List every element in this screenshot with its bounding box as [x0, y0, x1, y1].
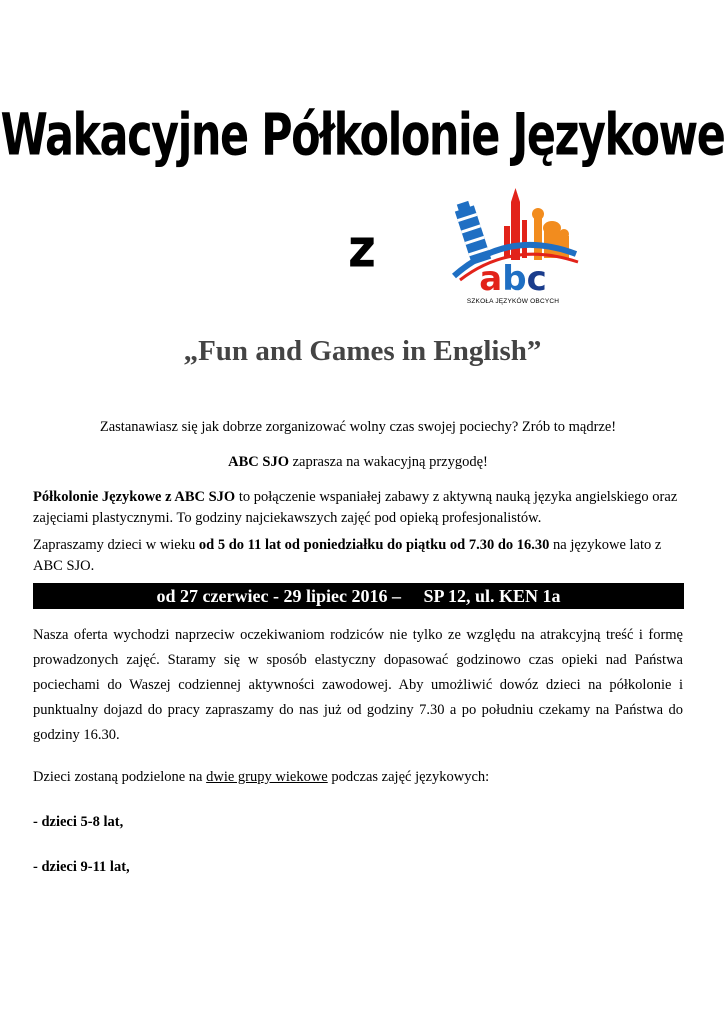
groups-text-2: podczas zajęć językowych:: [327, 769, 490, 785]
age-paragraph: [33, 535, 683, 577]
groups-underlined: dwie grupy wiekowe: [206, 769, 328, 785]
offer-paragraph: Nasza oferta wychodzi naprzeciw oczekiwaniom rodziców nie tylko ze względu na atrakcyjną treść i formę prowadzonych zajęć. Staramy się w sposób elastyczny dopasować godzinowo czas opieki nad Państwa pociechami do Waszej codziennej aktywności zawodowej. Aby umożliwić dowóz dzieci na półkolonie i punktualny dojazd do pracy zapraszamy do nas już od godziny 7.30 a po południu czekamy na Państwa do godziny 16.30.: [33, 627, 683, 743]
page-title: Wakacyjne Półkolonie Językowe: [0, 102, 725, 170]
groups-paragraph: [33, 767, 683, 788]
age-bold: od 5 do 11 lat od poniedziałku do piątku od 7.30 do 16.30: [198, 537, 550, 553]
date-location-banner: od 27 czerwiec - 29 lipiec 2016 – SP 12, ul. KEN 1a: [33, 583, 684, 609]
age-text-1: Zapraszamy dzieci w wieku: [33, 537, 199, 553]
group-1-item: [33, 812, 683, 833]
groups-text-1: Dzieci zostaną podzielone na: [33, 769, 207, 785]
invite-text: zaprasza na wakacyjną przygodę!: [288, 454, 488, 470]
abc-school-logo: [438, 184, 588, 314]
group-2-item: [33, 857, 683, 878]
about-paragraph: [33, 487, 683, 529]
invite-paragraph: [33, 452, 683, 473]
program-subtitle: „Fun and Games in English”: [183, 335, 542, 367]
logo-tagline: SZKOŁA JĘZYKÓW OBCYCH: [466, 298, 560, 305]
svg-text:abc: abc: [479, 259, 547, 296]
age-text-2: na językowe lato z ABC SJO.: [33, 537, 662, 574]
about-bold: Półkolonie Językowe z ABC SJO: [33, 489, 236, 505]
invite-bold: ABC SJO: [228, 454, 289, 470]
group-2-label: - dzieci 9-11 lat,: [33, 859, 130, 875]
about-text: to połączenie wspaniałej zabawy z aktywną nauką języka angielskiego oraz zajęciami plastycznymi. To godziny najciekawszych zajęć pod opieką profesjonalistów.: [33, 489, 678, 526]
logo-graphic-icon: [438, 184, 588, 296]
group-1-label: - dzieci 5-8 lat,: [33, 814, 124, 830]
intro-paragraph: Zastanawiasz się jak dobrze zorganizować wolny czas swojej pociechy? Zrób to mądrze!: [99, 419, 617, 435]
conjunction-z: z: [348, 218, 376, 280]
